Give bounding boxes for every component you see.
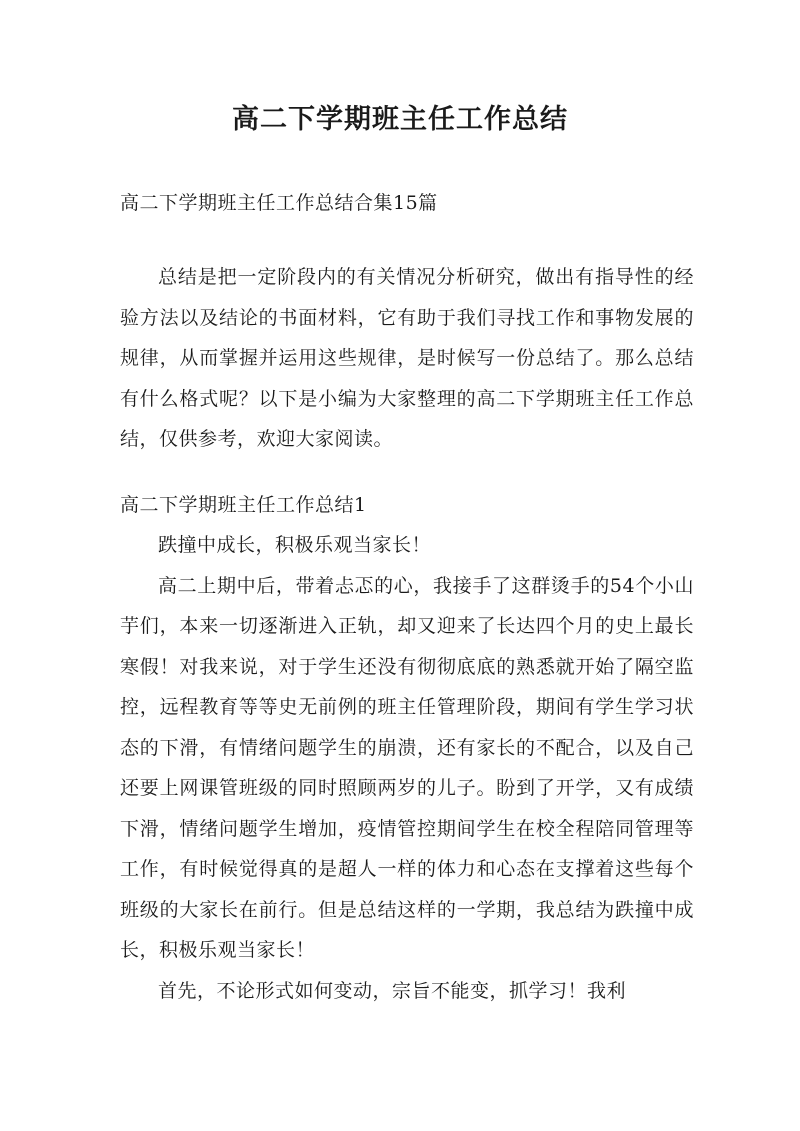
intro-paragraph: 总结是把一定阶段内的有关情况分析研究，做出有指导性的经验方法以及结论的书面材料，它有助于我们寻找工作和事物发展的规律，从而掌握并运用这些规律，是时候写一份总结了。那么总结有什么格式呢？以下是小编为大家整理的高二下学期班主任工作总结，仅供参考，欢迎大家阅读。 bbox=[120, 266, 694, 450]
section-heading: 高二下学期班主任工作总结1 bbox=[120, 494, 367, 516]
body-paragraph: 首先，不论形式如何变动，宗旨不能变，抓学习！我利 bbox=[158, 979, 627, 1002]
body-paragraph: 跌撞中成长，积极乐观当家长！ bbox=[158, 534, 432, 556]
document-title: 高二下学期班主任工作总结 bbox=[232, 104, 568, 135]
section-1 bbox=[120, 485, 694, 1011]
document-subtitle: 高二下学期班主任工作总结合集15篇 bbox=[120, 192, 438, 214]
body-paragraph: 高二上期中后，带着忐忑的心，我接手了这群烫手的54个小山芋们，本来一切逐渐进入正轨，却又迎来了长达四个月的史上最长寒假！对我来说，对于学生还没有彻彻底底的熟悉就开始了隔空监控，远程教育等等史无前例的班主任管理阶段，期间有学生学习状态的下滑，有情绪问题学生的崩溃，还有家长的不配合，以及自己还要上网课管班级的同时照顾两岁的儿子。盼到了开学，又有成绩下滑，情绪问题学生增加，疫情管控期间学生在校全程陪同管理等工作，有时候觉得真的是超人一样的体力和心态在支撑着这些每个班级的大家长在前行。但是总结这样的一学期，我总结为跌撞中成长，积极乐观当家长！ bbox=[120, 574, 694, 961]
